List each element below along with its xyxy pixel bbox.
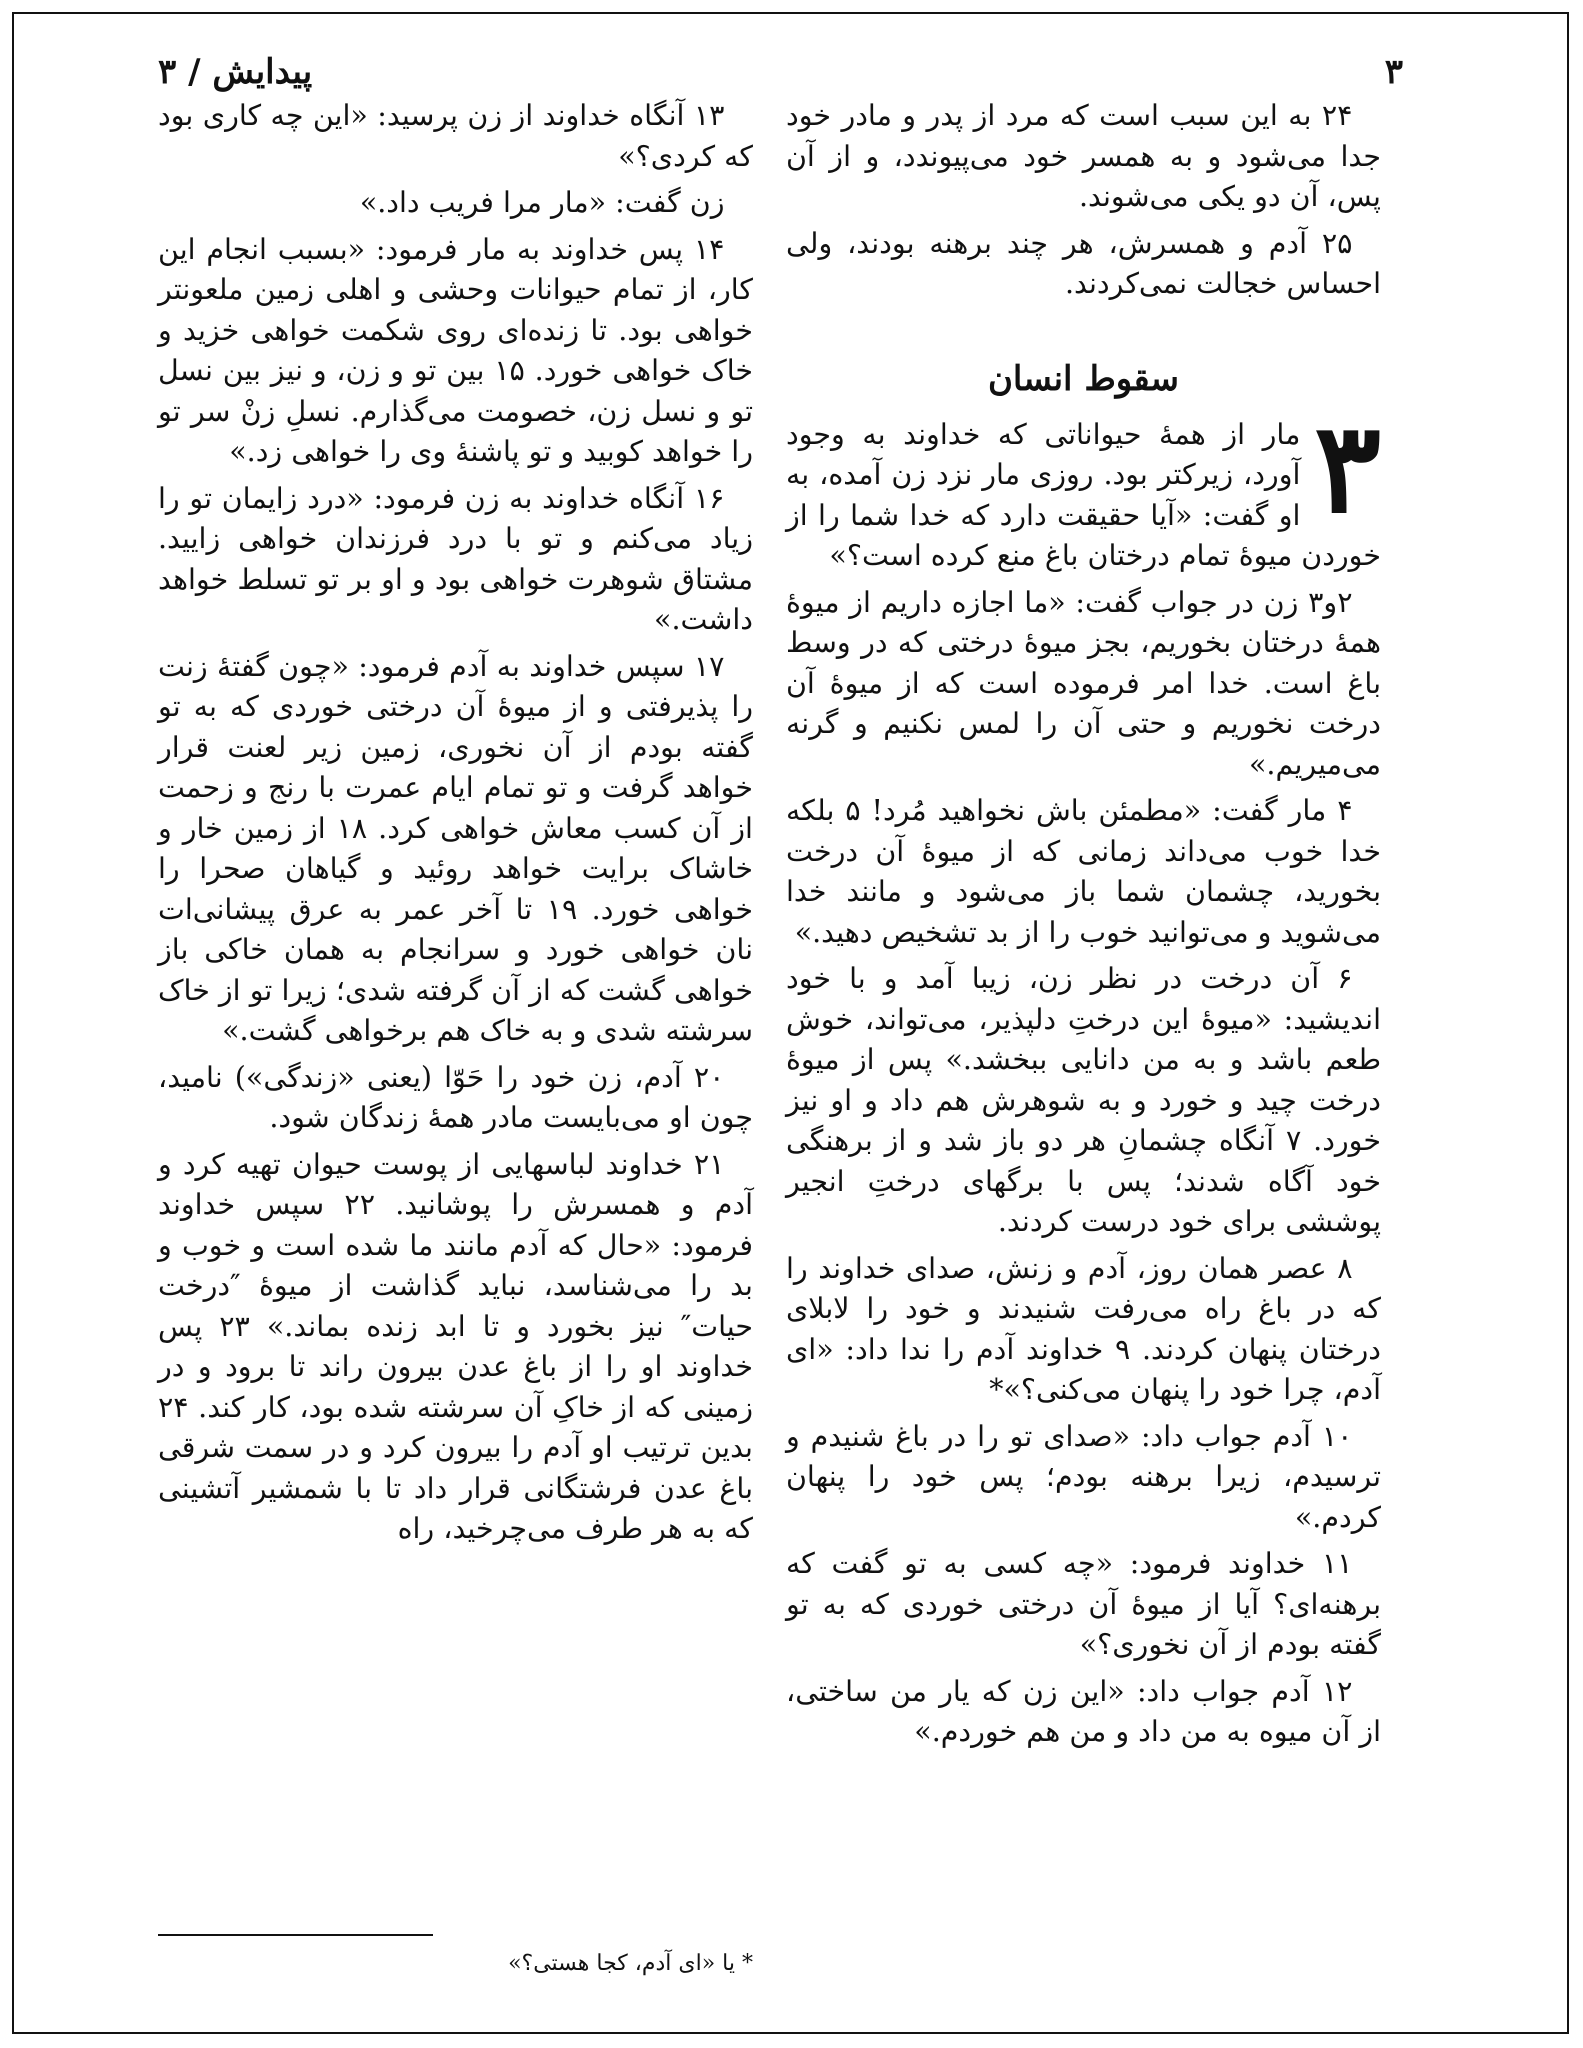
verse-paragraph: ۲۵ آدم و همسرش، هر چند برهنه بودند، ولی احساس خجالت نمی‌کردند. xyxy=(786,226,1381,300)
verse-paragraph: زن گفت: «مار مرا فریب داد.» xyxy=(359,186,725,219)
verse-paragraph: ۶ آن درخت در نظر زن، زیبا آمد و با خود اندیشید: «میوهٔ این درختِ دلپذیر، می‌تواند، خوش طعم باشد و به من دانایی ببخشد.» پس از میوهٔ درخت چید و خورد و به شوهرش هم داد و او نیز خورد. ۷ آنگاه چشمانِ هر دو باز شد و از برهنگی خود آگاه شدند؛ پس با برگهای درختِ انجیر پوششی برای خود درست کردند. xyxy=(786,962,1381,1238)
left-column xyxy=(158,96,753,1556)
verse-paragraph: ۲۴ به این سبب است که مرد از پدر و مادر خود جدا می‌شود و به همسر خود می‌پیوندد، و از آن پس، آن دو یکی می‌شوند. xyxy=(786,99,1381,213)
chapter-opening xyxy=(786,395,1381,577)
verse-paragraph: ۱۷ سپس خداوند به آدم فرمود: «چون گفتهٔ زنت را پذیرفتی و از میوهٔ آن درختی خوردی که به تو گفته بودم از آن نخوری، زمین زیر لعنت قرار خواهد گرفت و تو تمام ایام عمرت با رنج و زحمت از آن کسب معاش خواهی کرد. ۱۸ از زمین خار و خاشاک برایت خواهد روئید و گیاهان صحرا را خواهی خورد. ۱۹ تا آخر عمر به عرق پیشانی‌ات نان خواهی خورد و سرانجام به همان خاکی باز خواهی گشت که از آن گرفته شدی؛ زیرا تو از خاک سرشته شدی و به خاک هم برخواهی گشت.» xyxy=(158,649,753,1047)
running-title: پیدایش / ۳ xyxy=(158,52,313,92)
chapter-opening-text: مار از همهٔ حیواناتی که خداوند به وجود آورد، زیرکتر بود. روزی مار نزد زن آمده، به او گفت: «آیا حقیقت دارد که خدا شما را از خوردن میوهٔ تمام درختان باغ منع کرده است؟» xyxy=(786,417,1381,572)
verse-paragraph: ۲۱ خداوند لباسهایی از پوست حیوان تهیه کرد و آدم و همسرش را پوشانید. ۲۲ سپس خداوند فرمود: «حال که آدم مانند ما شده است و خوب و بد را می‌شناسد، نباید گذاشت از میوهٔ ″درخت حیات″ نیز بخورد و تا ابد زنده بماند.» ۲۳ پس خداوند او را از باغ عدن بیرون راند تا برود و در زمینی که از خاکِ آن سرشته شده بود، کار کند. ۲۴ بدین ترتیب او آدم را بیرون کرد و در سمت شرقی باغ عدن فرشتگانی قرار داد تا با شمشیر آتشینی که به هر طرف می‌چرخید، راه xyxy=(158,1147,753,1545)
footnote-divider xyxy=(158,1934,433,1936)
verse-paragraph: ۱۱ خداوند فرمود: «چه کسی به تو گفت که برهنه‌ای؟ آیا از میوهٔ آن درختی خوردی که به تو گفته بودم از آن نخوری؟» xyxy=(786,1547,1381,1661)
verse-paragraph: ۲۰ آدم، زن خود را حَوّا (یعنی «زندگی») نامید، چون او می‌بایست مادر همهٔ زندگان شود. xyxy=(158,1060,753,1134)
section-heading: سقوط انسان xyxy=(987,358,1180,399)
verse-paragraph: ۱۴ پس خداوند به مار فرمود: «بسبب انجام این کار، از تمام حیوانات وحشی و اهلی زمین ملعونتر خواهی بود. تا زنده‌ای روی شکمت خواهی خزید و خاک خواهی خورد. ۱۵ بین تو و زن، و نیز بین نسل تو و نسل زن، خصومت می‌گذارم. نسلِ زنْ سر تو را خواهد کوبید و تو پاشنهٔ وی را خواهی زد.» xyxy=(158,232,754,468)
verse-paragraph: ۱۰ آدم جواب داد: «صدای تو را در باغ شنیدم و ترسیدم، زیرا برهنه بودم؛ پس خود را پنهان کردم.» xyxy=(786,1419,1381,1534)
verse-paragraph: ۱۲ آدم جواب داد: «این زن که یار من ساختی، از آن میوه به من داد و من هم خوردم.» xyxy=(786,1674,1381,1748)
verse-paragraph: ۴ مار گفت: «مطمئن باش نخواهید مُرد! ۵ بلکه خدا خوب می‌داند زمانی که از میوهٔ آن درخت بخورید، چشمان شما باز می‌شود و مانند خدا می‌شوید و می‌توانید خوب را از بد تشخیص دهید.» xyxy=(786,794,1381,949)
verse-paragraph: ۸ عصر همان روز، آدم و زنش، صدای خداوند را که در باغ راه می‌رفت شنیدند و خود را لابلای درختان پنهان کردند. ۹ خداوند آدم را ندا داد: «ای آدم، چرا خود را پنهان می‌کنی؟»* xyxy=(786,1251,1381,1406)
verse-paragraph: ۱۶ آنگاه خداوند به زن فرمود: «درد زایمان تو را زیاد می‌کنم و تو با درد فرزندان خواهی زایید. مشتاق شوهرت خواهی بود و او بر تو تسلط خواهد داشت.» xyxy=(158,481,753,636)
footnote: * یا «ای آدم، کجا هستی؟» xyxy=(508,1951,753,1976)
verse-paragraph: ۱۳ آنگاه خداوند از زن پرسید: «این چه کاری بود که کردی؟» xyxy=(158,99,753,173)
verse-paragraph: ۲و۳ زن در جواب گفت: «ما اجازه داریم از میوهٔ همهٔ درختان بخوریم، بجز میوهٔ درختی که در وسط باغ است. خدا امر فرموده است که از میوهٔ آن درخت نخوریم و حتی آن را لمس نکنیم و گرنه می‌میریم.» xyxy=(786,585,1381,781)
right-column xyxy=(786,96,1381,1759)
chapter-number: ۳ xyxy=(1314,395,1381,541)
page-number: ۳ xyxy=(1384,52,1403,92)
